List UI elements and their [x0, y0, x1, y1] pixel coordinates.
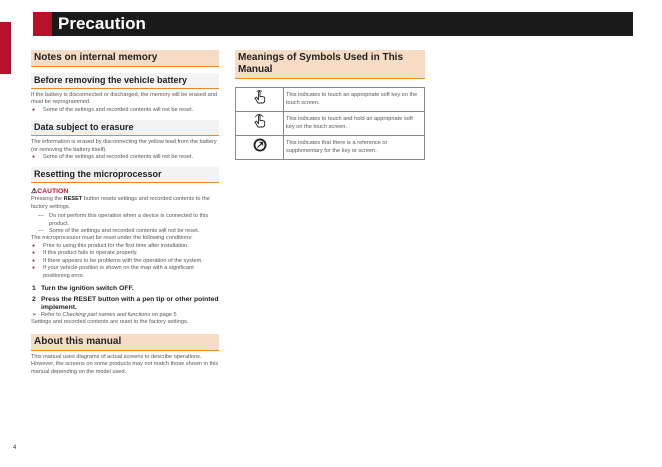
- reset-heading: Resetting the microprocessor: [31, 167, 219, 183]
- page-header: [33, 12, 633, 36]
- symbol-cell: [236, 88, 284, 112]
- touch-hold-icon: [252, 113, 268, 129]
- condition-item: ● If there appears to be problems with the operation of the system.: [31, 258, 219, 265]
- ref-link[interactable]: Checking part names and functions: [62, 311, 151, 318]
- page-number: 4: [13, 445, 17, 451]
- ref-pre: Refer to: [41, 311, 63, 318]
- battery-bullet: ● Some of the settings and recorded contents will not be reset.: [31, 107, 219, 114]
- step-1: [31, 285, 219, 293]
- about-text: This manual uses diagrams of actual screens to describe operations. However, the screens on some products may not match those shown in this manual depending on the model used.: [31, 353, 219, 375]
- symbol-description: This indicates to touch an appropriate soft key on the touch screen.: [284, 88, 425, 112]
- reset-intro: [31, 196, 219, 211]
- arrow-right-icon: ➢: [32, 311, 37, 318]
- caution-label: [31, 187, 219, 196]
- reset-outro: Settings and recorded contents are reset to the factory settings.: [31, 319, 189, 326]
- internal-memory-heading: Notes on internal memory: [31, 50, 219, 67]
- side-tab-marker: [0, 22, 11, 74]
- page-title: Precaution: [58, 14, 146, 33]
- middle-column: [235, 50, 425, 160]
- warning-triangle-icon: ⚠: [31, 188, 38, 196]
- caution-dash-item: — Do not perform this operation when a device is connected to this product.: [31, 213, 219, 228]
- caution-dash-item: — Some of the settings and recorded contents will not be reset.: [31, 228, 219, 235]
- touch-icon: [252, 89, 268, 105]
- erasure-bullet: ● Some of the settings and recorded contents will not be reset.: [31, 154, 219, 161]
- ref-post: on page 5: [150, 311, 177, 318]
- page-reference: [31, 312, 219, 319]
- symbol-cell: [236, 136, 284, 160]
- table-row: [236, 88, 425, 112]
- erasure-heading: Data subject to erasure: [31, 120, 219, 136]
- left-column: [31, 50, 219, 376]
- about-heading: About this manual: [31, 334, 219, 351]
- battery-text: If the battery is disconnected or discharged, the memory will be erased and must be reprogrammed.: [31, 92, 217, 106]
- condition-item: ● Prior to using this product for the first time after installation.: [31, 243, 219, 250]
- reset-key-label: RESET: [63, 196, 83, 203]
- step-number: 2: [32, 295, 36, 303]
- step-text: Turn the ignition switch OFF.: [41, 284, 134, 292]
- reset-intro-post: button resets settings and recorded contents to the factory settings.: [31, 196, 210, 210]
- condition-item: ● If your vehicle position is shown on the map with a significant positioning error.: [31, 265, 219, 280]
- header-accent: [33, 12, 52, 36]
- symbol-description: This indicates that there is a reference or supplementary for the key or screen.: [284, 136, 425, 160]
- symbols-heading: Meanings of Symbols Used in This Manual: [235, 50, 425, 79]
- table-row: [236, 112, 425, 136]
- symbol-description: This indicates to touch and hold an appropriate soft key on the touch screen.: [284, 112, 425, 136]
- conditions-intro: The microprocessor must be reset under the following conditions:: [31, 235, 193, 242]
- reference-icon: [252, 137, 268, 153]
- step-2: [31, 296, 219, 312]
- condition-item: ● If this product fails to operate properly.: [31, 250, 219, 257]
- reset-intro-pre: Pressing the: [31, 196, 64, 203]
- battery-heading: Before removing the vehicle battery: [31, 73, 219, 89]
- symbols-table: [235, 87, 425, 160]
- caution-text: CAUTION: [37, 188, 69, 196]
- step-number: 1: [32, 284, 36, 292]
- symbol-cell: [236, 112, 284, 136]
- table-row: [236, 136, 425, 160]
- step-text: Press the RESET button with a pen tip or other pointed implement.: [41, 295, 219, 311]
- erasure-text: The information is erased by disconnecting the yellow lead from the battery (or removing the battery itself).: [31, 139, 217, 153]
